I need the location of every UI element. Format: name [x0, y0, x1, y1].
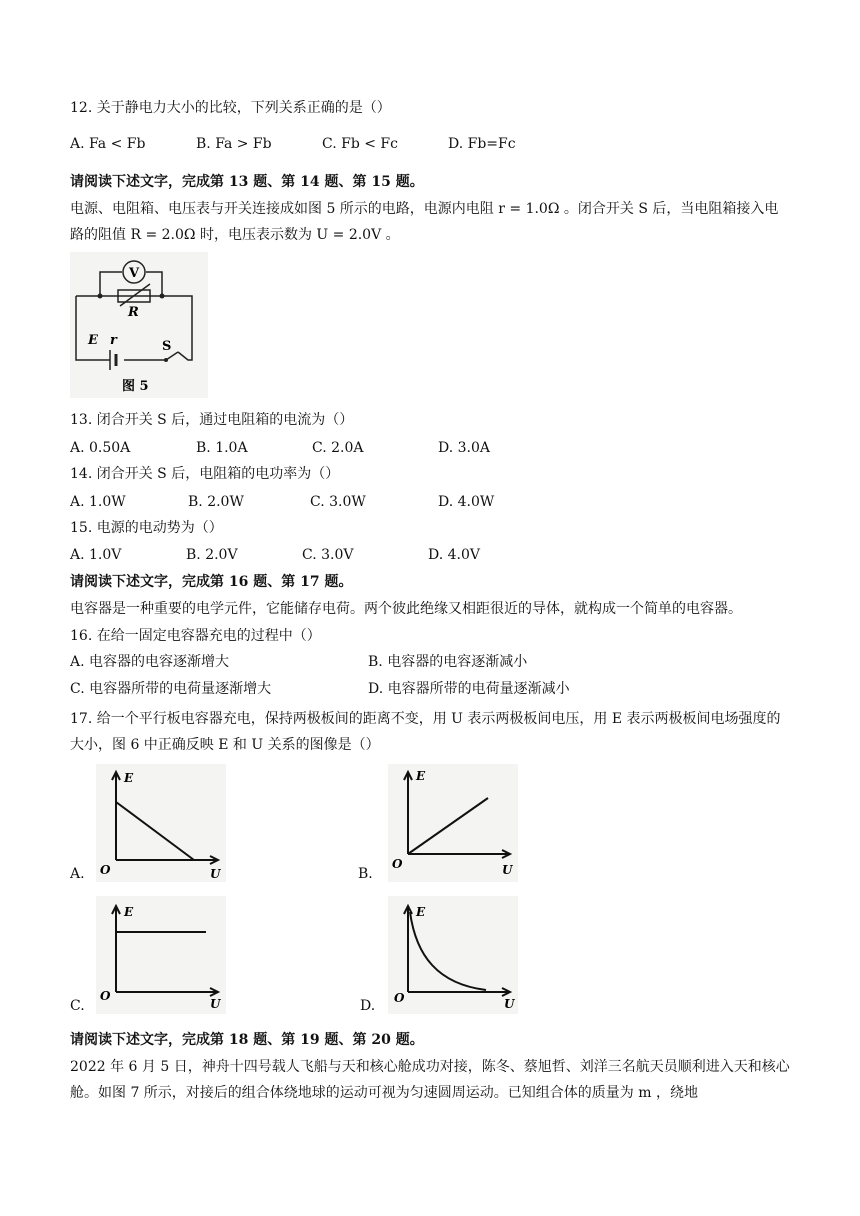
q16-option-a: A. 电容器的电容逐渐增大 [70, 654, 230, 670]
graph-a [96, 764, 226, 882]
switch-label: S [162, 339, 172, 354]
graph-d-x-label: U [504, 997, 515, 1011]
graph-c-y-label: E [124, 905, 134, 919]
graph-d-label: D. [360, 998, 376, 1014]
q15-option-c: C. 3.0V [302, 547, 354, 563]
q12-option-d: D. Fb=Fc [448, 136, 516, 152]
graph-a-y-label: E [124, 771, 134, 785]
q15-stem: 15. 电源的电动势为（） [70, 520, 223, 536]
q13-option-a: A. 0.50A [70, 440, 131, 456]
q14-option-d: D. 4.0W [438, 494, 495, 510]
q17-stem: 17. 给一个平行板电容器充电，保持两极板间的距离不变，用 U 表示两极板间电压，用 E 表示两极板间电场强度的大小，图 6 中正确反映 E 和 U 关系的图像是（） [70, 711, 781, 753]
q14-stem: 14. 闭合开关 S 后，电阻箱的电功率为（） [70, 466, 340, 482]
q15-option-b: B. 2.0V [186, 547, 238, 563]
q16-option-c: C. 电容器所带的电荷量逐渐增大 [70, 681, 272, 697]
section2-text: 电容器是一种重要的电学元件，它能储存电荷。两个彼此绝缘又相距很近的导体，就构成一个简单的电容器。 [70, 601, 742, 617]
q14-option-a: A. 1.0W [70, 494, 126, 510]
graph-c [96, 896, 226, 1014]
section3-heading: 请阅读下述文字，完成第 18 题、第 19 题、第 20 题。 [70, 1032, 424, 1048]
q14-option-b: B. 2.0W [188, 494, 244, 510]
graph-c-label: C. [70, 998, 85, 1014]
q15-option-d: D. 4.0V [428, 547, 481, 563]
graph-b-origin: O [392, 857, 403, 871]
graph-b-x-label: U [502, 863, 513, 877]
q12-stem: 12. 关于静电力大小的比较，下列关系正确的是（） [70, 100, 391, 116]
graph-c-origin: O [100, 989, 111, 1003]
graph-a-label: A. [70, 866, 85, 882]
graph-b [388, 764, 518, 882]
emf-label: E [88, 333, 98, 348]
q13-option-c: C. 2.0A [312, 440, 364, 456]
q13-option-b: B. 1.0A [196, 440, 248, 456]
q16-stem: 16. 在给一固定电容器充电的过程中（） [70, 628, 321, 644]
graph-d-y-label: E [416, 905, 426, 919]
q16-option-d: D. 电容器所带的电荷量逐渐减小 [368, 681, 570, 697]
section1-text: 电源、电阻箱、电压表与开关连接成如图 5 所示的电路，电源内电阻 r = 1.0Ω 。闭合开关 S 后，当电阻箱接入电路的阻值 R = 2.0Ω 时，电压表示数为 U = 2.0V 。 [70, 201, 779, 243]
section1-heading: 请阅读下述文字，完成第 13 题、第 14 题、第 15 题。 [70, 174, 424, 190]
resistor-label: R [128, 305, 139, 320]
figure5-caption: 图 5 [122, 379, 149, 394]
graph-a-x-label: U [210, 867, 221, 881]
q16-option-b: B. 电容器的电容逐渐减小 [368, 654, 528, 670]
q13-option-d: D. 3.0A [438, 440, 491, 456]
section3-text: 2022 年 6 月 5 日，神舟十四号载人飞船与天和核心舱成功对接，陈冬、蔡旭哲、刘洋三名航天员顺利进入天和核心舱。如图 7 所示，对接后的组合体绕地球的运动可视为匀速圆周运动。已知组合体的质量为 m ，绕地 [70, 1059, 790, 1101]
q12-option-b: B. Fa > Fb [196, 136, 272, 152]
section2-heading: 请阅读下述文字，完成第 16 题、第 17 题。 [70, 574, 353, 590]
graph-a-origin: O [100, 863, 111, 877]
graph-d [388, 896, 518, 1014]
q14-option-c: C. 3.0W [310, 494, 366, 510]
q13-stem: 13. 闭合开关 S 后，通过电阻箱的电流为（） [70, 412, 354, 428]
graph-b-label: B. [358, 866, 373, 882]
graph-d-origin: O [394, 991, 405, 1005]
graph-b-y-label: E [416, 769, 426, 783]
circuit-figure [70, 252, 208, 398]
q12-option-c: C. Fb < Fc [322, 136, 398, 152]
graph-c-x-label: U [210, 997, 221, 1011]
q15-option-a: A. 1.0V [70, 547, 122, 563]
voltmeter-label: V [129, 266, 140, 281]
q12-option-a: A. Fa < Fb [70, 136, 146, 152]
internal-resistance-label: r [110, 333, 117, 348]
